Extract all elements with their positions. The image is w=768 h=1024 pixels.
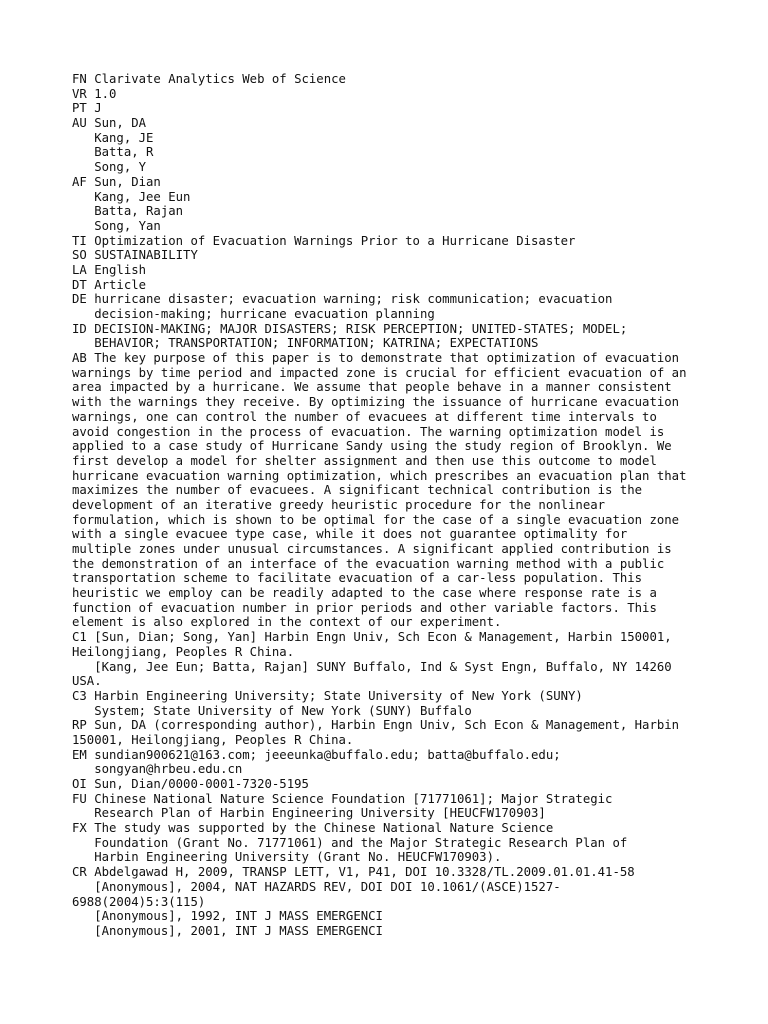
text-line: Kang, JE — [72, 130, 154, 145]
text-line: warnings, one can control the number of evacuees at different time intervals to — [72, 409, 657, 424]
text-line: Song, Y — [72, 160, 147, 175]
text-line: EM sundian900621@163.com; jeeeunka@buffalo.edu; batta@buffalo.edu; — [72, 747, 561, 762]
text-line: Heilongjiang, Peoples R China. — [72, 644, 295, 659]
text-line: PT J — [72, 101, 102, 116]
text-line: area impacted by a hurricane. We assume that people behave in a manner consistent — [72, 380, 672, 395]
text-line: function of evacuation number in prior periods and other variable factors. This — [72, 600, 657, 615]
text-line: FX The study was supported by the Chinese National Nature Science — [72, 821, 554, 836]
text-line: transportation scheme to facilitate evacuation of a car-less population. This — [72, 571, 643, 586]
text-line: AU Sun, DA — [72, 116, 147, 131]
text-line: avoid congestion in the process of evacuation. The warning optimization model is — [72, 424, 665, 439]
text-line: Research Plan of Harbin Engineering University [HEUCFW170903] — [72, 806, 546, 821]
text-line: VR 1.0 — [72, 86, 117, 101]
text-line: with the warnings they receive. By optimizing the issuance of hurricane evacuation — [72, 395, 680, 410]
text-line: maximizes the number of evacuees. A significant technical contribution is the — [72, 483, 643, 498]
text-line: element is also explored in the context of our experiment. — [72, 615, 502, 630]
text-line: applied to a case study of Hurricane Sandy using the study region of Brooklyn. We — [72, 439, 672, 454]
text-line: first develop a model for shelter assignment and then use this outcome to model — [72, 453, 657, 468]
text-line: BEHAVIOR; TRANSPORTATION; INFORMATION; KATRINA; EXPECTATIONS — [72, 336, 539, 351]
text-line: multiple zones under unusual circumstances. A significant applied contribution is — [72, 542, 672, 556]
text-line: DE hurricane disaster; evacuation warning; risk communication; evacuation — [72, 292, 613, 307]
text-line: the demonstration of an interface of the evacuation warning method with a public — [72, 556, 665, 571]
text-line: Harbin Engineering University (Grant No. HEUCFW170903). — [72, 850, 502, 865]
text-line: DT Article — [72, 277, 147, 292]
text-line: [Anonymous], 2001, INT J MASS EMERGENCI — [72, 923, 383, 938]
text-line: Song, Yan — [72, 218, 161, 233]
text-line: SO SUSTAINABILITY — [72, 248, 198, 263]
text-line: [Anonymous], 1992, INT J MASS EMERGENCI — [72, 909, 383, 924]
text-line: CR Abdelgawad H, 2009, TRANSP LETT, V1, P41, DOI 10.3328/TL.2009.01.01.41-58 — [72, 865, 635, 880]
text-line: ID DECISION-MAKING; MAJOR DISASTERS; RISK PERCEPTION; UNITED-STATES; MODEL; — [72, 321, 628, 336]
text-line: USA. — [72, 674, 102, 689]
text-line: RP Sun, DA (corresponding author), Harbin Engn Univ, Sch Econ & Management, Harbin — [72, 718, 680, 733]
text-line: Batta, Rajan — [72, 204, 184, 219]
text-line: warnings by time period and impacted zone is crucial for efficient evacuation of an — [72, 365, 687, 380]
text-line: 6988(2004)5:3(115) — [72, 894, 206, 909]
text-line: Foundation (Grant No. 71771061) and the Major Strategic Research Plan of — [72, 835, 628, 850]
text-line: AF Sun, Dian — [72, 174, 161, 189]
text-line: formulation, which is shown to be optimal for the case of a single evacuation zone — [72, 512, 680, 527]
text-line: FN Clarivate Analytics Web of Science — [72, 72, 346, 86]
text-line: heuristic we employ can be readily adapted to the case where response rate is a — [72, 586, 657, 601]
text-line: Batta, R — [72, 145, 154, 160]
text-line: 150001, Heilongjiang, Peoples R China. — [72, 732, 354, 747]
text-line: decision-making; hurricane evacuation planning — [72, 307, 435, 321]
text-line: [Anonymous], 2004, NAT HAZARDS REV, DOI DOI 10.1061/(ASCE)1527- — [72, 879, 561, 894]
text-line: development of an iterative greedy heuristic procedure for the nonlinear — [72, 497, 606, 512]
document-body — [72, 72, 712, 939]
text-line: Kang, Jee Eun — [72, 189, 191, 204]
text-line: FU Chinese National Nature Science Foundation [71771061]; Major Strategic — [72, 791, 613, 806]
text-line: hurricane evacuation warning optimization, which prescribes an evacuation plan that — [72, 468, 687, 483]
text-line: System; State University of New York (SUNY) Buffalo — [72, 703, 472, 718]
text-line: AB The key purpose of this paper is to demonstrate that optimization of evacuation — [72, 351, 680, 366]
text-line: OI Sun, Dian/0000-0001-7320-5195 — [72, 777, 309, 791]
text-line: [Kang, Jee Eun; Batta, Rajan] SUNY Buffalo, Ind & Syst Engn, Buffalo, NY 14260 — [72, 659, 672, 674]
text-line: songyan@hrbeu.edu.cn — [72, 762, 243, 777]
text-line: C3 Harbin Engineering University; State University of New York (SUNY) — [72, 688, 583, 703]
text-line: LA English — [72, 262, 147, 277]
text-line: TI Optimization of Evacuation Warnings Prior to a Hurricane Disaster — [72, 233, 576, 248]
text-line: with a single evacuee type case, while it does not guarantee optimality for — [72, 527, 628, 542]
text-line: C1 [Sun, Dian; Song, Yan] Harbin Engn Univ, Sch Econ & Management, Harbin 150001, — [72, 630, 672, 645]
